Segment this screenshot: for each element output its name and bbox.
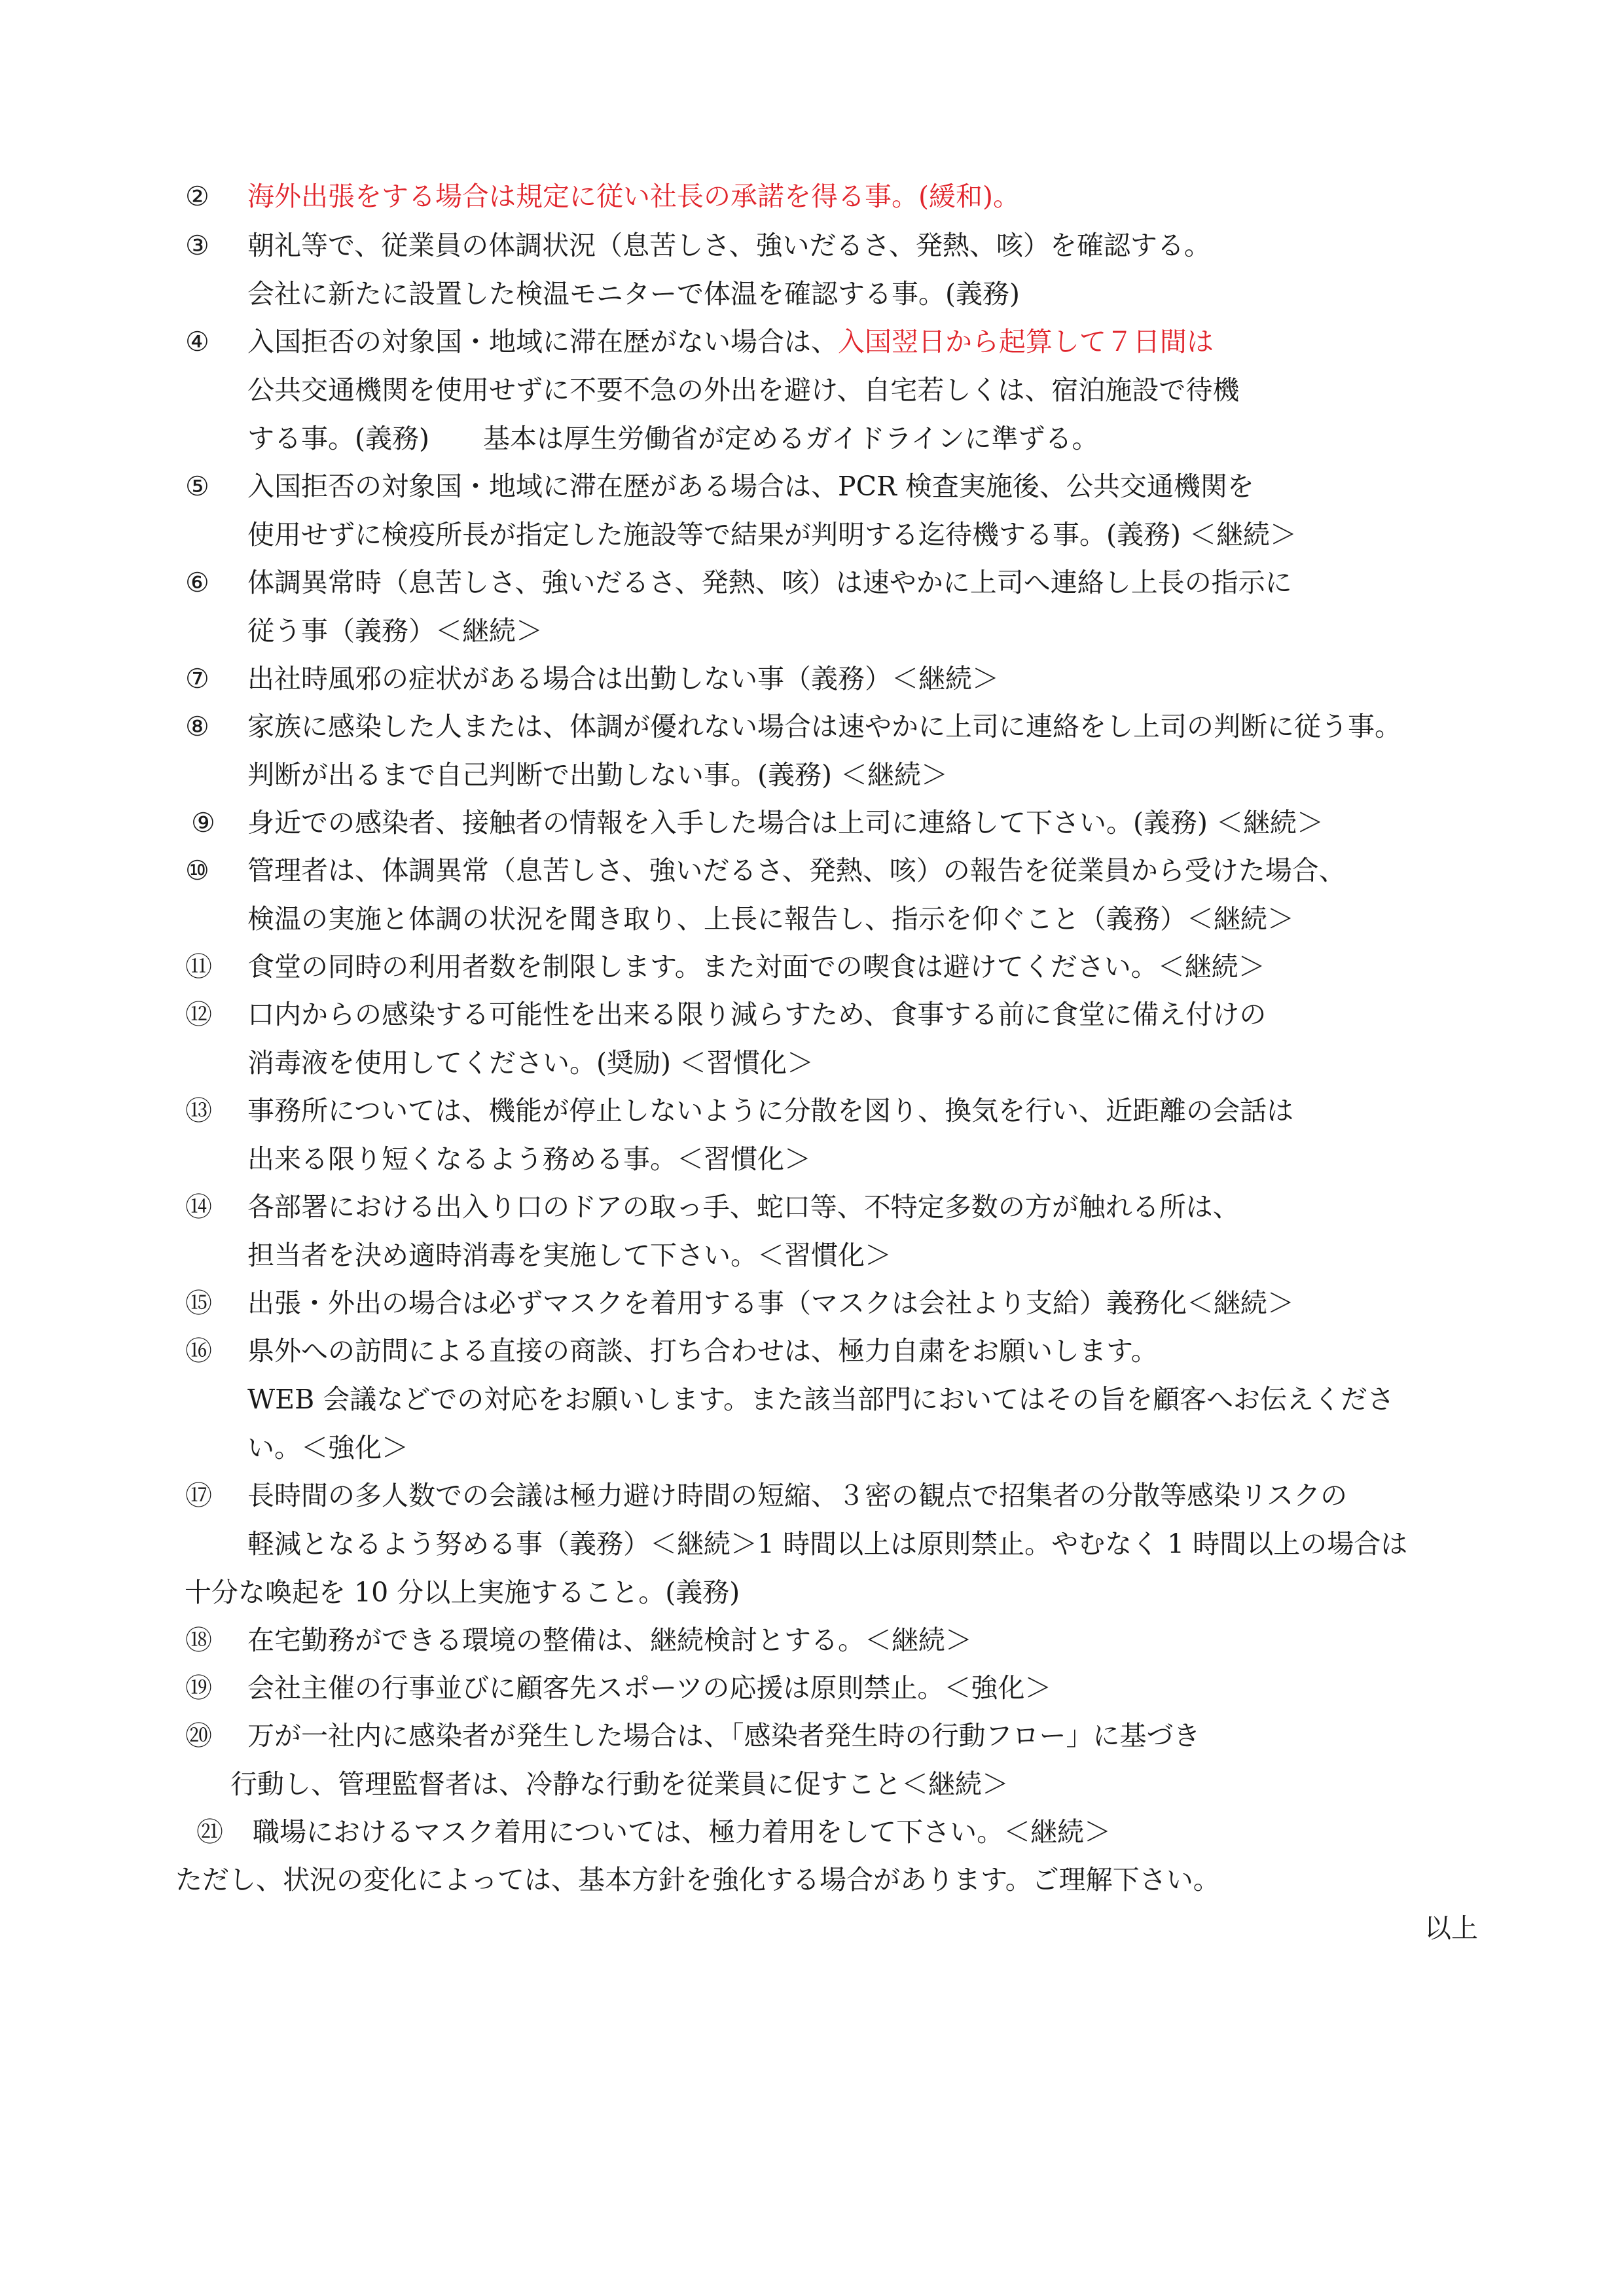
item-text bbox=[247, 1094, 1293, 1127]
item-text bbox=[247, 1624, 972, 1657]
text-segment: 食堂の同時の利用者数を制限します。また対面での喫食は避けてください。＜継続＞ bbox=[247, 951, 1265, 982]
highlighted-text: 入国翌日から起算して７日間は bbox=[838, 326, 1214, 357]
highlighted-text: 海外出張をする場合は規定に従い社長の承諾を得る事。(緩和)。 bbox=[247, 181, 1020, 212]
item-number: ㉑ bbox=[196, 1816, 223, 1848]
item-text bbox=[247, 710, 1401, 743]
item-text bbox=[247, 1191, 1240, 1223]
item-text bbox=[230, 1768, 1009, 1801]
item-text bbox=[247, 998, 1266, 1031]
text-segment: 家族に感染した人または、体調が優れない場合は速やかに上司に連絡をし上司の判断に従う事。 bbox=[247, 711, 1401, 742]
item-text bbox=[247, 950, 1265, 983]
text-segment: 職場におけるマスク着用については、極力着用をして下さい。＜継続＞ bbox=[253, 1816, 1111, 1848]
item-text bbox=[247, 759, 948, 791]
item-number: ⑤ bbox=[185, 471, 209, 502]
text-segment: 十分な喚起を 10 分以上実施すること。(義務) bbox=[185, 1577, 740, 1608]
item-text bbox=[247, 1047, 814, 1079]
item-number: ⑯ bbox=[185, 1335, 212, 1367]
item-number: ⑦ bbox=[185, 663, 209, 694]
text-segment: 行動し、管理監督者は、冷静な行動を従業員に促すこと＜継続＞ bbox=[230, 1768, 1009, 1800]
item-number: ⑪ bbox=[185, 951, 212, 982]
item-text bbox=[247, 278, 1020, 310]
text-segment: する事。(義務) 基本は厚生労働省が定めるガイドラインに準ずる。 bbox=[247, 423, 1099, 454]
item-text bbox=[247, 518, 1297, 551]
text-segment: 在宅勤務ができる環境の整備は、継続検討とする。＜継続＞ bbox=[247, 1624, 972, 1656]
text-segment: 消毒液を使用してください。(奨励) ＜習慣化＞ bbox=[247, 1047, 814, 1079]
item-number: ⑩ bbox=[185, 855, 209, 886]
footer-note: ただし、状況の変化によっては、基本方針を強化する場合があります。ご理解下さい。 bbox=[175, 1864, 1220, 1895]
item-number: ⑬ bbox=[185, 1095, 212, 1126]
text-segment: 担当者を決め適時消毒を実施して下さい。＜習慣化＞ bbox=[247, 1240, 892, 1271]
text-segment: 判断が出るまで自己判断で出勤しない事。(義務) ＜継続＞ bbox=[247, 759, 948, 791]
item-text bbox=[247, 566, 1292, 599]
item-number: ⑭ bbox=[185, 1191, 212, 1223]
text-segment: 事務所については、機能が停止しないように分散を図り、換気を行い、近距離の会話は bbox=[247, 1095, 1294, 1126]
text-segment: 会社に新たに設置した検温モニターで体温を確認する事。(義務) bbox=[247, 278, 1020, 310]
text-segment: 会社主催の行事並びに顧客先スポーツの応援は原則禁止。＜強化＞ bbox=[247, 1672, 1052, 1704]
text-segment: 県外への訪問による直接の商談、打ち合わせは、極力自粛をお願いします。 bbox=[247, 1335, 1158, 1367]
item-number: ⑰ bbox=[185, 1480, 212, 1511]
text-segment: 出社時風邪の症状がある場合は出勤しない事（義務）＜継続＞ bbox=[247, 663, 999, 694]
item-number: ⑮ bbox=[185, 1287, 212, 1319]
item-text bbox=[247, 854, 1346, 887]
text-segment: 従う事（義務）＜継続＞ bbox=[247, 615, 543, 647]
text-segment: 朝礼等で、従業員の体調状況（息苦しさ、強いだるさ、発熱、咳）を確認する。 bbox=[247, 230, 1211, 261]
item-text bbox=[247, 1287, 1294, 1319]
item-number: ⑥ bbox=[185, 567, 209, 598]
text-segment: い。＜強化＞ bbox=[247, 1432, 408, 1463]
item-text bbox=[185, 1576, 740, 1609]
text-segment: 出来る限り短くなるよう務める事。＜習慣化＞ bbox=[247, 1143, 811, 1175]
text-segment: 公共交通機関を使用せずに不要不急の外出を避け、自宅若しくは、宿泊施設で待機 bbox=[247, 374, 1240, 406]
item-text bbox=[247, 1383, 1394, 1416]
item-number: ⑧ bbox=[185, 711, 209, 742]
item-number: ⑱ bbox=[185, 1624, 212, 1656]
item-text bbox=[247, 1528, 1407, 1560]
text-segment: 万が一社内に感染者が発生した場合は、「感染者発生時の行動フロー」に基づき bbox=[247, 1720, 1200, 1751]
item-text bbox=[247, 1672, 1051, 1704]
text-segment: 検温の実施と体調の状況を聞き取り、上長に報告し、指示を仰ぐこと（義務）＜継続＞ bbox=[247, 903, 1294, 935]
item-number: ④ bbox=[185, 326, 209, 357]
item-number: ⑲ bbox=[185, 1672, 212, 1704]
item-text bbox=[247, 422, 1099, 455]
item-text bbox=[247, 1431, 408, 1464]
text-segment: 体調異常時（息苦しさ、強いだるさ、発熱、咳）は速やかに上司へ連絡し上長の指示に bbox=[247, 567, 1292, 598]
text-segment: 出張・外出の場合は必ずマスクを着用する事（マスクは会社より支給）義務化＜継続＞ bbox=[247, 1287, 1294, 1319]
item-text bbox=[247, 1335, 1158, 1367]
item-number: ⑫ bbox=[185, 999, 212, 1030]
closing-mark: 以上 bbox=[1424, 1912, 1478, 1944]
text-segment: 管理者は、体調異常（息苦しさ、強いだるさ、発熱、咳）の報告を従業員から受けた場合、 bbox=[247, 855, 1346, 886]
item-text bbox=[247, 374, 1239, 406]
item-text bbox=[247, 662, 999, 695]
item-text bbox=[247, 1143, 811, 1175]
item-number: ③ bbox=[185, 230, 209, 261]
item-text bbox=[253, 1816, 1111, 1848]
text-segment: 入国拒否の対象国・地域に滞在歴がある場合は、PCR 検査実施後、公共交通機関を bbox=[247, 471, 1254, 502]
item-text bbox=[247, 180, 1020, 213]
text-segment: 口内からの感染する可能性を出来る限り減らすため、食事する前に食堂に備え付けの bbox=[247, 999, 1267, 1030]
text-segment: 身近での感染者、接触者の情報を入手した場合は上司に連絡して下さい。(義務) ＜継続＞ bbox=[247, 807, 1324, 838]
item-number: ② bbox=[185, 181, 209, 212]
text-segment: WEB 会議などでの対応をお願いします。また該当部門においてはその旨を顧客へお伝えくださ bbox=[247, 1384, 1394, 1415]
item-text bbox=[247, 229, 1211, 262]
item-text bbox=[247, 806, 1324, 839]
item-text bbox=[247, 615, 543, 647]
item-text bbox=[247, 1479, 1347, 1512]
item-text bbox=[247, 1239, 892, 1272]
text-segment: 各部署における出入り口のドアの取っ手、蛇口等、不特定多数の方が触れる所は、 bbox=[247, 1191, 1240, 1223]
text-segment: 長時間の多人数での会議は極力避け時間の短縮、３密の観点で招集者の分散等感染リスクの bbox=[247, 1480, 1348, 1511]
text-segment: 軽減となるよう努める事（義務）＜継続＞1 時間以上は原則禁止。やむなく 1 時間以上の場合は bbox=[247, 1528, 1408, 1560]
item-text bbox=[247, 903, 1294, 935]
text-segment: 入国拒否の対象国・地域に滞在歴がない場合は、 bbox=[247, 326, 838, 357]
text-segment: 使用せずに検疫所長が指定した施設等で結果が判明する迄待機する事。(義務) ＜継続＞ bbox=[247, 519, 1297, 550]
item-text bbox=[247, 325, 1214, 358]
item-number: ⑳ bbox=[185, 1720, 212, 1751]
item-text bbox=[247, 1719, 1200, 1752]
item-text bbox=[247, 470, 1254, 503]
item-number: ⑨ bbox=[191, 807, 215, 838]
